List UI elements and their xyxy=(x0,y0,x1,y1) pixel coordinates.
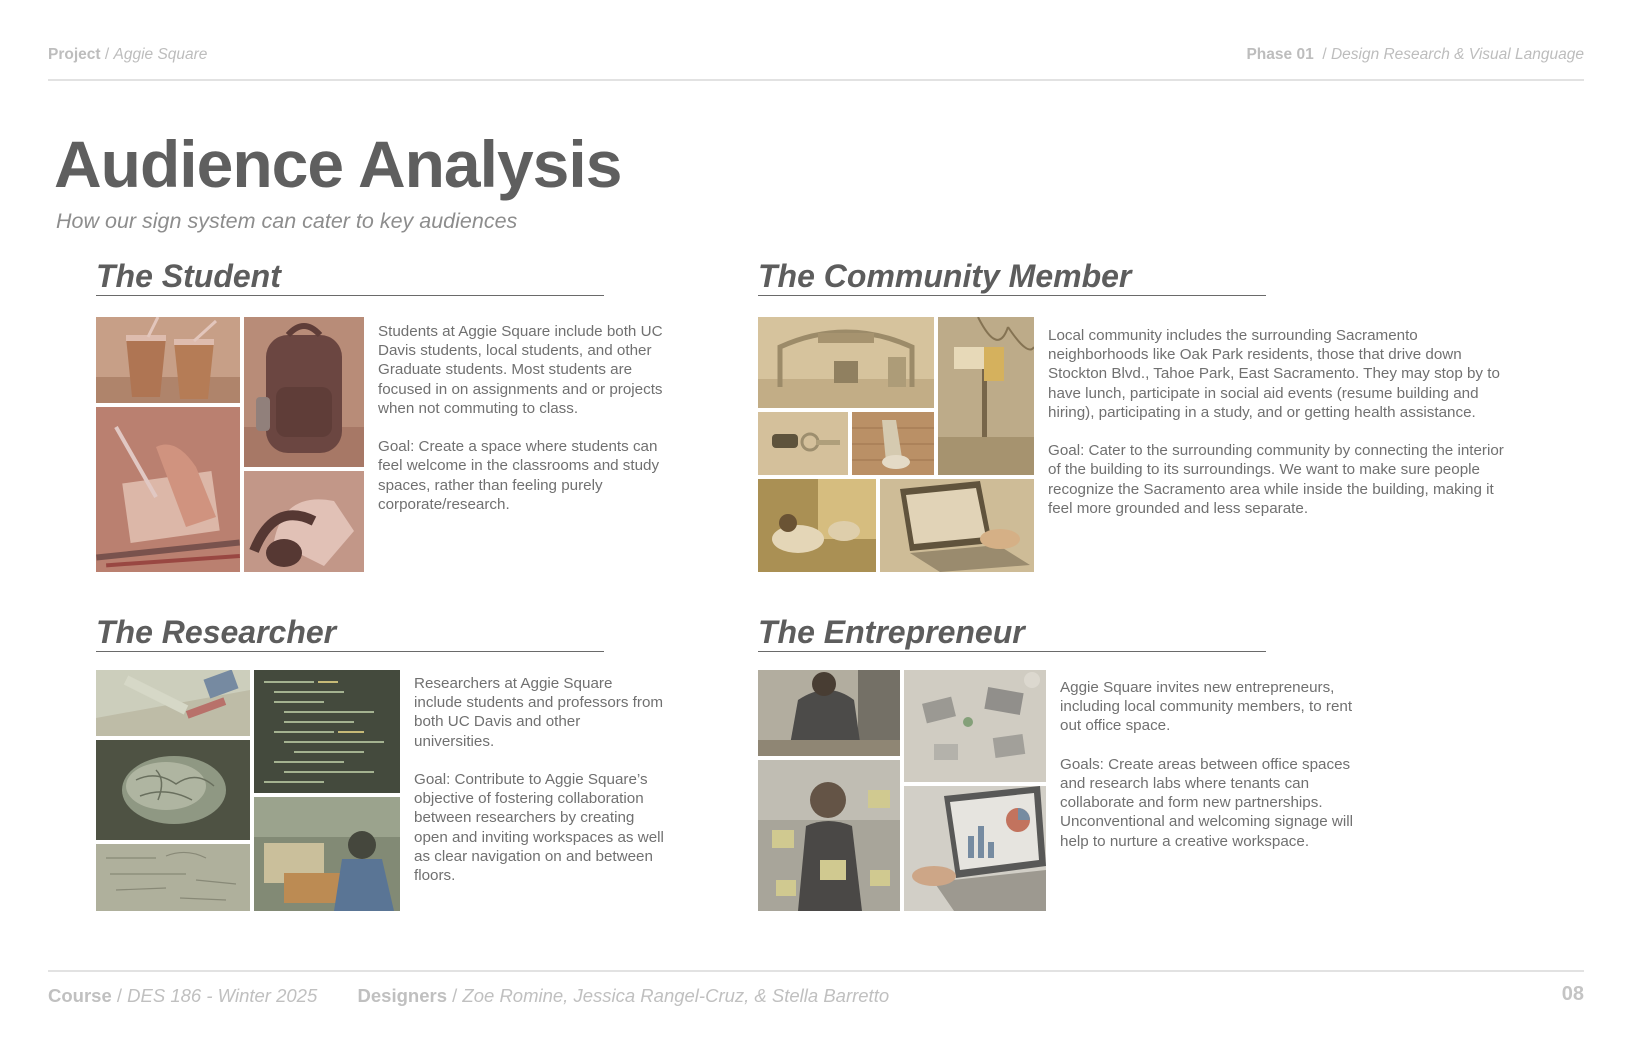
photo-keys xyxy=(758,412,848,475)
project-name: Aggie Square xyxy=(113,46,208,63)
section-title-entrepreneur: The Entrepreneur xyxy=(758,615,1266,652)
entrepreneur-description xyxy=(1060,678,1370,870)
section-title-researcher: The Researcher xyxy=(96,615,604,652)
photo-oak-park-arch xyxy=(758,317,934,408)
photo-street-sign xyxy=(938,317,1034,475)
community-paragraph-1: Local community includes the surrounding Sacramento neighborhoods like Oak Park residents, those that drive down Stockton Blvd., Tahoe Park, East Sacramento. They may stop by to have lunch, participate in social aid events (resume building and hiring), participating in a study, and or getting health assistance. xyxy=(1048,327,1500,421)
phase-separator: / xyxy=(1322,46,1327,63)
student-goal: Goal: Create a space where students can feel welcome in the classrooms and study spaces, rather than feeling purely corporate/research. xyxy=(378,438,660,513)
phase-label: Phase 01 xyxy=(1246,46,1314,63)
student-description xyxy=(378,322,663,533)
course-label: Course xyxy=(48,985,112,1006)
footer-divider xyxy=(48,970,1584,972)
researcher-goal: Goal: Contribute to Aggie Square’s objective of fostering collaboration between researchers by creating open and inviting workspaces as well as clear navigation on and between floors. xyxy=(414,771,664,885)
page-subtitle: How our sign system can cater to key audiences xyxy=(56,209,518,233)
page-title: Audience Analysis xyxy=(54,127,622,201)
photo-pipette-lab xyxy=(96,670,250,736)
photo-headphones xyxy=(244,471,364,572)
course-value: DES 186 - Winter 2025 xyxy=(127,985,318,1006)
photo-sticky-notes-brainstorm xyxy=(758,760,900,911)
project-label: Project xyxy=(48,46,101,63)
researcher-description xyxy=(414,674,664,904)
entrepreneur-goal: Goals: Create areas between office spaces and research labs where tenants can collaborate and form new partnerships. Unconventional and welcoming signage will help to nurture a creative workspace. xyxy=(1060,755,1353,850)
photo-meeting-table xyxy=(904,670,1046,782)
designers-label: Designers xyxy=(357,985,447,1006)
course-separator: / xyxy=(116,985,123,1006)
photo-researcher-at-desk xyxy=(254,797,400,911)
photo-people-relaxing xyxy=(758,479,876,572)
photo-iced-coffee-cups xyxy=(96,317,240,403)
community-description xyxy=(1048,326,1513,537)
project-separator: / xyxy=(104,46,110,63)
photo-student-writing-notes xyxy=(96,407,240,572)
photo-sneakers-on-brick xyxy=(852,412,934,475)
header-divider xyxy=(48,79,1584,81)
section-title-student: The Student xyxy=(96,259,604,296)
photo-whiteboard-notes xyxy=(96,844,250,911)
header-project xyxy=(48,46,207,64)
researcher-paragraph-1: Researchers at Aggie Square include students and professors from both UC Davis and other universities. xyxy=(414,675,664,750)
footer xyxy=(48,985,889,1007)
phase-name: Design Research & Visual Language xyxy=(1330,46,1584,63)
photo-business-person xyxy=(758,670,900,756)
photo-backpack xyxy=(244,317,364,467)
designers-value: Zoe Romine, Jessica Rangel-Cruz, & Stella Barretto xyxy=(462,985,890,1006)
photo-brain-xray xyxy=(96,740,250,840)
header-phase xyxy=(1246,46,1584,64)
student-paragraph-1: Students at Aggie Square include both UC Davis students, local students, and other Graduate students. Most students are focused in on assignments and or projects when not commuting to class. xyxy=(378,323,663,417)
page-number: 08 xyxy=(1561,983,1584,1005)
photo-code-screen xyxy=(254,670,400,793)
photo-laptop-typing xyxy=(880,479,1034,572)
community-goal: Goal: Cater to the surrounding community by connecting the interior of the building to its surroundings. We want to make sure people recognize the Sacramento area while inside the building, making it feel more grounded and less separate. xyxy=(1048,442,1504,517)
section-title-community-member: The Community Member xyxy=(758,259,1266,296)
photo-laptop-charts xyxy=(904,786,1046,911)
designers-separator: / xyxy=(452,985,458,1006)
entrepreneur-paragraph-1: Aggie Square invites new entrepreneurs, including local community members, to rent out office space. xyxy=(1060,679,1353,735)
